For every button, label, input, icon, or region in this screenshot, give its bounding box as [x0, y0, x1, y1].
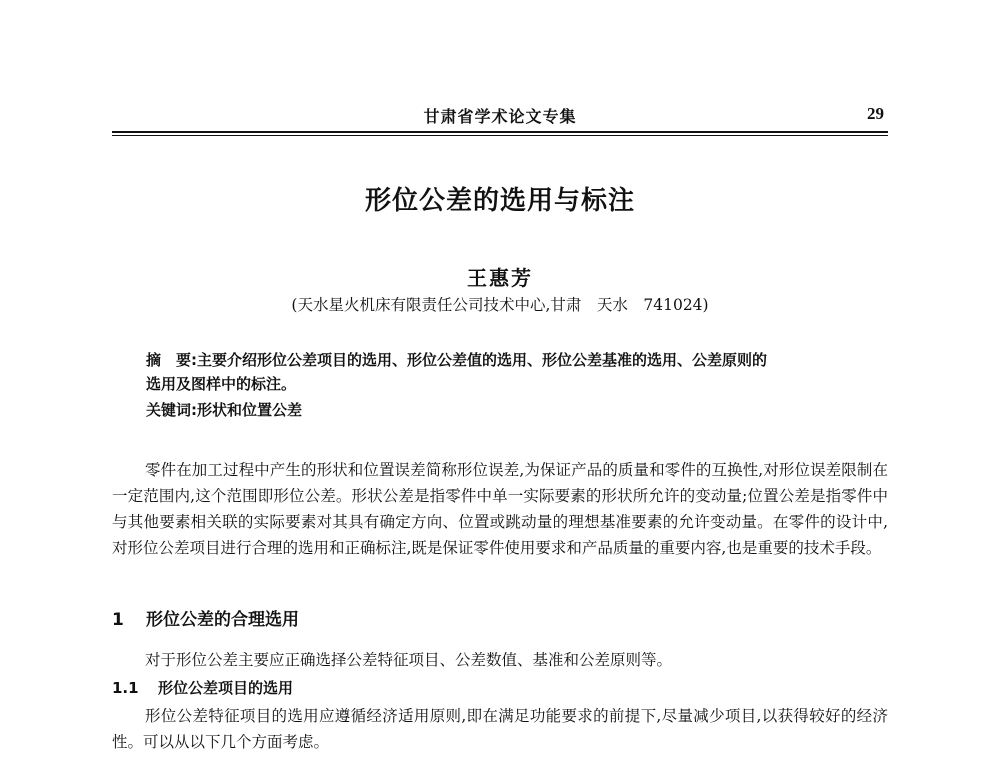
abstract-text-line2: 选用及图样中的标注。 — [146, 375, 297, 393]
header-rule-thick — [112, 131, 888, 133]
abstract-line-2 — [146, 372, 856, 396]
keywords-label: 关键词: — [146, 401, 197, 419]
section-heading — [112, 605, 299, 630]
subsection-heading — [112, 677, 293, 698]
section-paragraph: 对于形位公差主要应正确选择公差特征项目、公差数值、基准和公差原则等。 — [145, 651, 673, 669]
header-rule-thin — [112, 135, 888, 136]
keywords-line — [146, 398, 856, 422]
abstract-block — [146, 348, 856, 422]
article-author: 王惠芳 — [467, 266, 533, 290]
abstract-label: 摘 要: — [146, 351, 197, 369]
page-number: 29 — [867, 104, 884, 123]
journal-name: 甘肃省学术论文专集 — [423, 107, 577, 126]
abstract-text-line1: 主要介绍形位公差项目的选用、形位公差值的选用、形位公差基准的选用、公差原则的 — [197, 351, 768, 369]
section-number: 1 — [112, 610, 124, 630]
subsection-number: 1.1 — [112, 679, 139, 697]
intro-paragraph: 零件在加工过程中产生的形状和位置误差简称形位误差,为保证产品的质量和零件的互换性,对形位误差限制在一定范围内,这个范围即形位公差。形状公差是指零件中单一实际要素的形状所允许的变动量;位置公差是指零件中与其他要素相关联的实际要素对其具有确定方向、位置或跳动量的理想基准要素的允许变动量。在零件的设计中,对形位公差项目进行合理的选用和正确标注,既是保证零件使用要求和产品质量的重要内容,也是重要的技术手段。 — [112, 461, 888, 557]
article-title: 形位公差的选用与标注 — [364, 186, 635, 216]
running-header — [112, 96, 888, 136]
keywords-text: 形状和位置公差 — [197, 401, 303, 419]
abstract-line — [146, 348, 856, 372]
subsection-paragraph: 形位公差特征项目的选用应遵循经济适用原则,即在满足功能要求的前提下,尽量减少项目,以获得较好的经济性。可以从以下几个方面考虑。 — [112, 707, 888, 751]
author-affiliation: (天水星火机床有限责任公司技术中心,甘肃 天水 741024) — [291, 296, 709, 314]
subsection-title: 形位公差项目的选用 — [158, 679, 294, 697]
section-title: 形位公差的合理选用 — [146, 610, 299, 630]
